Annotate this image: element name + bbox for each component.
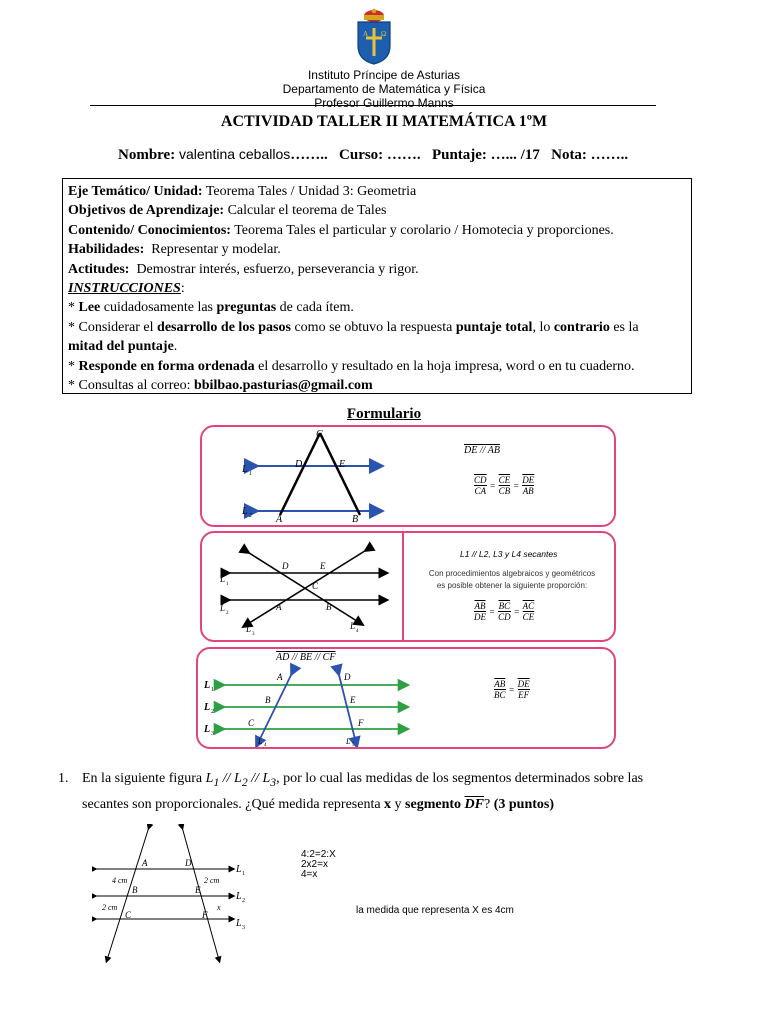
svg-text:L: L [350, 621, 356, 631]
student-info-line [118, 146, 628, 164]
svg-text:2: 2 [249, 513, 252, 519]
instruction-2: * Considerar el desarrollo de los pasos como se obtuvo la respuesta puntaje total, lo contrario es la mitad del puntaje. [68, 319, 639, 355]
svg-text:5: 5 [352, 743, 355, 747]
instruction-1: * Lee cuidadosamente las preguntas de cada ítem. [68, 300, 354, 316]
question-text: En la siguiente figura $L_1 // L_2 // L_3$, por lo cual las medidas de los segmentos determinados sobre las secantes son proporcionales. ¿Qué medida representa x y segmento $\overline{DF}$? (3 puntos) [82, 771, 644, 812]
work-line-1: 4:2=2:X [301, 849, 336, 860]
svg-text:L: L [204, 724, 211, 735]
svg-text:L: L [204, 702, 211, 713]
svg-text:1: 1 [226, 582, 229, 587]
curso-field[interactable]: Curso: ……. [339, 147, 421, 163]
svg-text:A: A [142, 858, 148, 868]
svg-text:L: L [246, 624, 252, 634]
svg-text:C: C [125, 910, 132, 920]
question-number: 1. [58, 771, 69, 786]
svg-text:B: B [326, 602, 332, 612]
svg-text:3: 3 [211, 731, 214, 737]
nombre-label: Nombre: [118, 147, 176, 163]
svg-text:L: L [236, 918, 242, 929]
panel3-parallel: AD // BE // CF [276, 652, 336, 663]
svg-text:L: L [236, 864, 242, 875]
svg-text:A: A [277, 672, 283, 682]
formulario-title: Formulario [346, 406, 422, 422]
svg-text:B: B [265, 695, 271, 705]
puntaje-field[interactable]: Puntaje: …... /17 [431, 147, 540, 163]
svg-text:L: L [258, 737, 263, 746]
svg-text:D: D [282, 561, 289, 571]
svg-text:2 cm: 2 cm [102, 903, 118, 912]
panel2-proportion: $\frac{\overline{AB}}{DE}$ = $\frac{\overline{BC}}{CD}$ = $\frac{\overline{AC}}{CE}$ [474, 601, 535, 622]
school-header [0, 68, 768, 110]
work-line-2: 2x2=x [301, 859, 328, 870]
actitudes-row: Actitudes: Demostrar interés, esfuerzo, perseverancia y rigor. [68, 261, 419, 277]
question-1-figure [92, 824, 262, 966]
panel2-text-2: es posible obtener la siguiente proporción: [436, 581, 588, 590]
contact-email[interactable]: bbilbao.pasturias@gmail.com [193, 378, 373, 394]
formula-panel-2 [200, 531, 616, 642]
svg-text:x: x [217, 903, 221, 912]
institute-name: Instituto Príncipe de Asturias [307, 68, 461, 82]
panel1-proportion: $\frac{\overline{CD}}{CA}$ = $\frac{\overline{CE}}{CB}$ = $\frac{\overline{DE}}{AB}$ [474, 475, 535, 496]
svg-text:3: 3 [242, 925, 245, 931]
nombre-field[interactable]: valentina ceballos [178, 146, 291, 162]
activity-info-box [62, 178, 692, 394]
nombre-dots: …….. [290, 147, 328, 163]
habilidades-row: Habilidades: Representar y modelar. [68, 242, 281, 258]
svg-text:E: E [350, 695, 356, 705]
student-answer[interactable]: la medida que representa X es 4cm [356, 905, 514, 916]
work-line-3: 4=x [301, 869, 318, 880]
panel1-parallel: DE // AB [464, 445, 500, 456]
svg-text:2: 2 [226, 611, 229, 616]
svg-text:F: F [202, 910, 208, 920]
svg-text:L: L [236, 891, 242, 902]
svg-text:C: C [248, 718, 255, 728]
svg-text:B: B [132, 885, 138, 895]
svg-text:4: 4 [264, 743, 267, 747]
svg-text:Ω: Ω [381, 30, 387, 38]
svg-text:D: D [295, 459, 303, 470]
panel2-statement: L1 // L2, L3 y L4 secantes [460, 549, 558, 559]
svg-text:A: A [276, 602, 282, 612]
svg-text:2: 2 [211, 709, 214, 715]
crest-logo [352, 8, 396, 66]
panel3-proportion: $\frac{\overline{AB}}{BC}$ = $\frac{\overline{DE}}{EF}$ [494, 679, 530, 700]
svg-text:L: L [204, 680, 211, 691]
svg-text:C: C [316, 429, 323, 440]
teacher-name: Profesor Guillermo Manns [314, 96, 454, 110]
svg-text:B: B [352, 514, 359, 525]
nota-field[interactable]: Nota: …….. [551, 147, 629, 163]
formula-panel-3 [196, 647, 616, 749]
svg-text:E: E [339, 459, 346, 470]
question-1 [58, 768, 718, 816]
instruction-3: * Responde en forma ordenada el desarrollo y resultado en la hoja impresa, word o en tu cuaderno. [68, 358, 635, 374]
svg-text:D: D [344, 672, 351, 682]
svg-text:1: 1 [242, 871, 245, 877]
instrucciones-heading: INSTRUCCIONES: [68, 281, 185, 297]
svg-text:E: E [320, 561, 326, 571]
student-work[interactable] [301, 850, 336, 880]
formula-panel-1 [200, 425, 616, 527]
svg-text:1: 1 [249, 471, 252, 477]
triangle-figure [202, 427, 614, 525]
svg-text:A: A [363, 30, 369, 38]
instruction-4: * Consultas al correo: bbilbao.pasturias@gmail.com [68, 378, 373, 394]
objetivos-row: Objetivos de Aprendizaje: Calcular el teorema de Tales [68, 203, 387, 219]
svg-text:4 cm: 4 cm [112, 876, 128, 885]
svg-text:4: 4 [356, 629, 359, 634]
svg-text:F: F [358, 718, 364, 728]
svg-text:E: E [195, 885, 201, 895]
svg-text:L: L [346, 737, 351, 746]
svg-text:L: L [242, 506, 248, 517]
svg-text:C: C [312, 581, 319, 591]
panel2-text-1: Con procedimientos algebraicos y geométricos [428, 569, 596, 578]
contenido-row: Contenido/ Conocimientos: Teorema Tales el particular y corolario / Homotecia y proporciones. [68, 222, 614, 238]
svg-text:D: D [185, 858, 192, 868]
department-name: Departamento de Matemática y Física [282, 82, 486, 96]
parallel-lines-figure [198, 649, 614, 747]
svg-text:2 cm: 2 cm [204, 876, 220, 885]
svg-text:L: L [220, 574, 226, 584]
svg-text:L: L [220, 603, 226, 613]
eje-row: Eje Temático/ Unidad: Teorema Tales / Unidad 3: Geometria [68, 184, 417, 199]
svg-text:A: A [276, 514, 283, 525]
svg-text:2: 2 [242, 898, 245, 904]
header-rule [90, 105, 656, 106]
svg-text:3: 3 [252, 632, 255, 637]
svg-text:L: L [242, 464, 248, 475]
page-title: ACTIVIDAD TALLER II MATEMÁTICA 1ºM [220, 113, 548, 130]
svg-text:1: 1 [211, 687, 214, 693]
